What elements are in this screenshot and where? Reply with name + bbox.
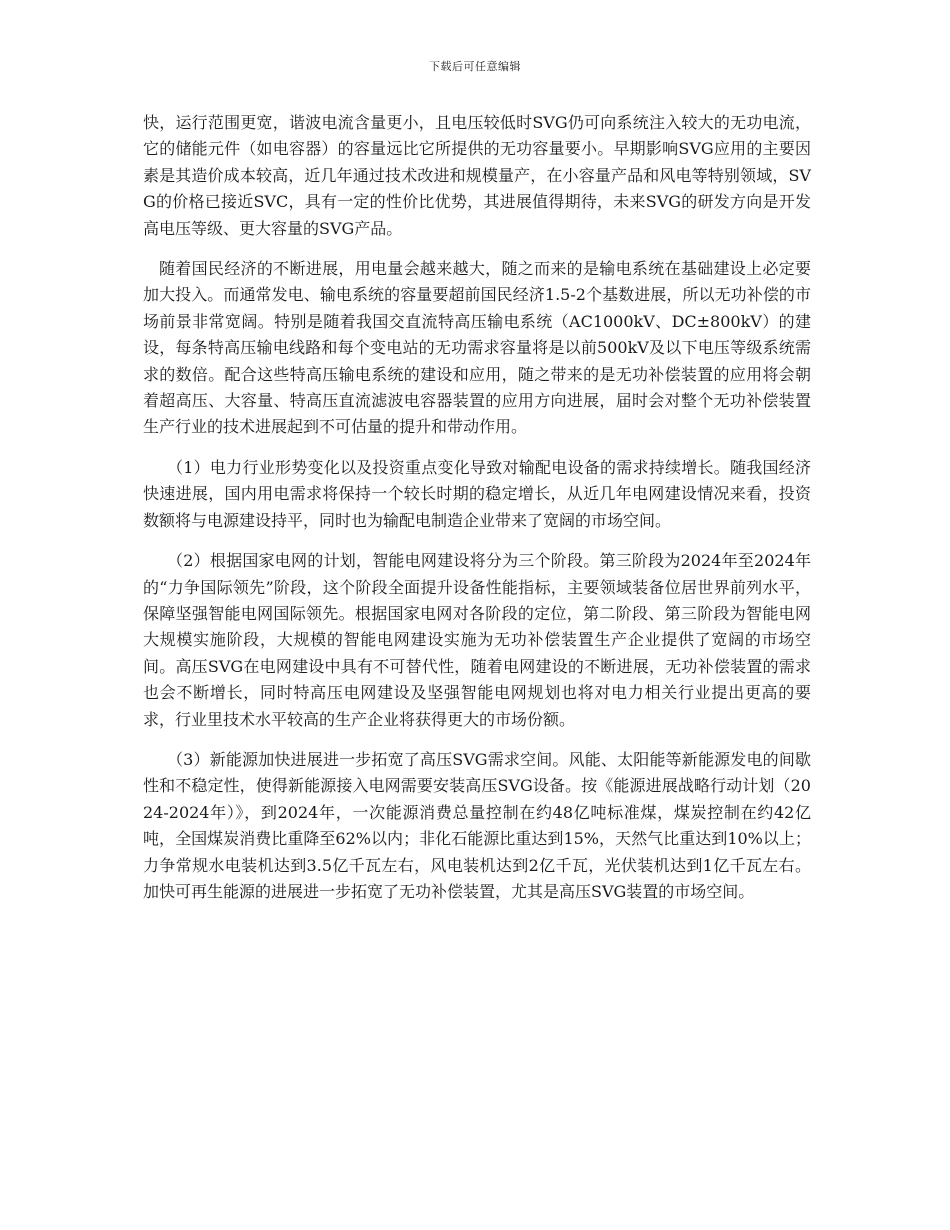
paragraph-market-outlook: 随着国民经济的不断进展，用电量会越来越大，随之而来的是输电系统在基础建设上必定要加大投入。而通常发电、输电系统的容量要超前国民经济1.5-2个基数进展，所以无功补偿的市场前景非常宽阔。特别是随着我国交直流特高压输电系统（AC1000kV、DC±800kV）的建设，每条特高压输电线路和每个变电站的无功需求容量将是以前500kV及以下电压等级系统需求的数倍。配合这些特高压输电系统的建设和应用，随之带来的是无功补偿装置的应用将会朝着超高压、大容量、特高压直流滤波电容器装置的应用方向进展，届时会对整个无功补偿装置生产行业的技术进展起到不可估量的提升和带动作用。 (143, 259, 811, 437)
page-header: 下载后可任意编辑 (429, 60, 521, 73)
document-body (143, 110, 811, 919)
paragraph-continuation: 快，运行范围更宽，谐波电流含量更小，且电压较低时SVG仍可向系统注入较大的无功电流，它的储能元件（如电容器）的容量远比它所提供的无功容量要小。早期影响SVG应用的主要因素是其造价成本较高，近几年通过技术改进和规模量产，在小容量产品和风电等特别领域，SVG的价格已接近SVC，具有一定的性价比优势，其进展值得期待，未来SVG的研发方向是开发高电压等级、更大容量的SVG产品。 (143, 113, 811, 238)
paragraph-point-3: （3）新能源加快进展进一步拓宽了高压SVG需求空间。风能、太阳能等新能源发电的间歇性和不稳定性，使得新能源接入电网需要安装高压SVG设备。按《能源进展战略行动计划（2024-2024年）》，到2024年，一次能源消费总量控制在约48亿吨标准煤，煤炭控制在约42亿吨，全国煤炭消费比重降至62%以内；非化石能源比重达到15%，天然气比重达到10%以上；力争常规水电装机达到3.5亿千瓦左右，风电装机达到2亿千瓦，光伏装机达到1亿千瓦左右。加快可再生能源的进展进一步拓宽了无功补偿装置，尤其是高压SVG装置的市场空间。 (143, 749, 811, 901)
paragraph-point-1: （1）电力行业形势变化以及投资重点变化导致对输配电设备的需求持续增长。随我国经济快速进展，国内用电需求将保持一个较长时期的稳定增长，从近几年电网建设情况来看，投资数额将与电源建设持平，同时也为输配电制造企业带来了宽阔的市场空间。 (143, 457, 811, 530)
paragraph-point-2: （2）根据国家电网的计划，智能电网建设将分为三个阶段。第三阶段为2024年至2024年的“力争国际领先”阶段，这个阶段全面提升设备性能指标，主要领域装备位居世界前列水平，保障坚强智能电网国际领先。根据国家电网对各阶段的定位，第二阶段、第三阶段为智能电网大规模实施阶段，大规模的智能电网建设实施为无功补偿装置生产企业提供了宽阔的市场空间。高压SVG在电网建设中具有不可替代性，随着电网建设的不断进展，无功补偿装置的需求也会不断增长，同时特高压电网建设及坚强智能电网规划也将对电力相关行业提出更高的要求，行业里技术水平较高的生产企业将获得更大的市场份额。 (143, 551, 811, 729)
